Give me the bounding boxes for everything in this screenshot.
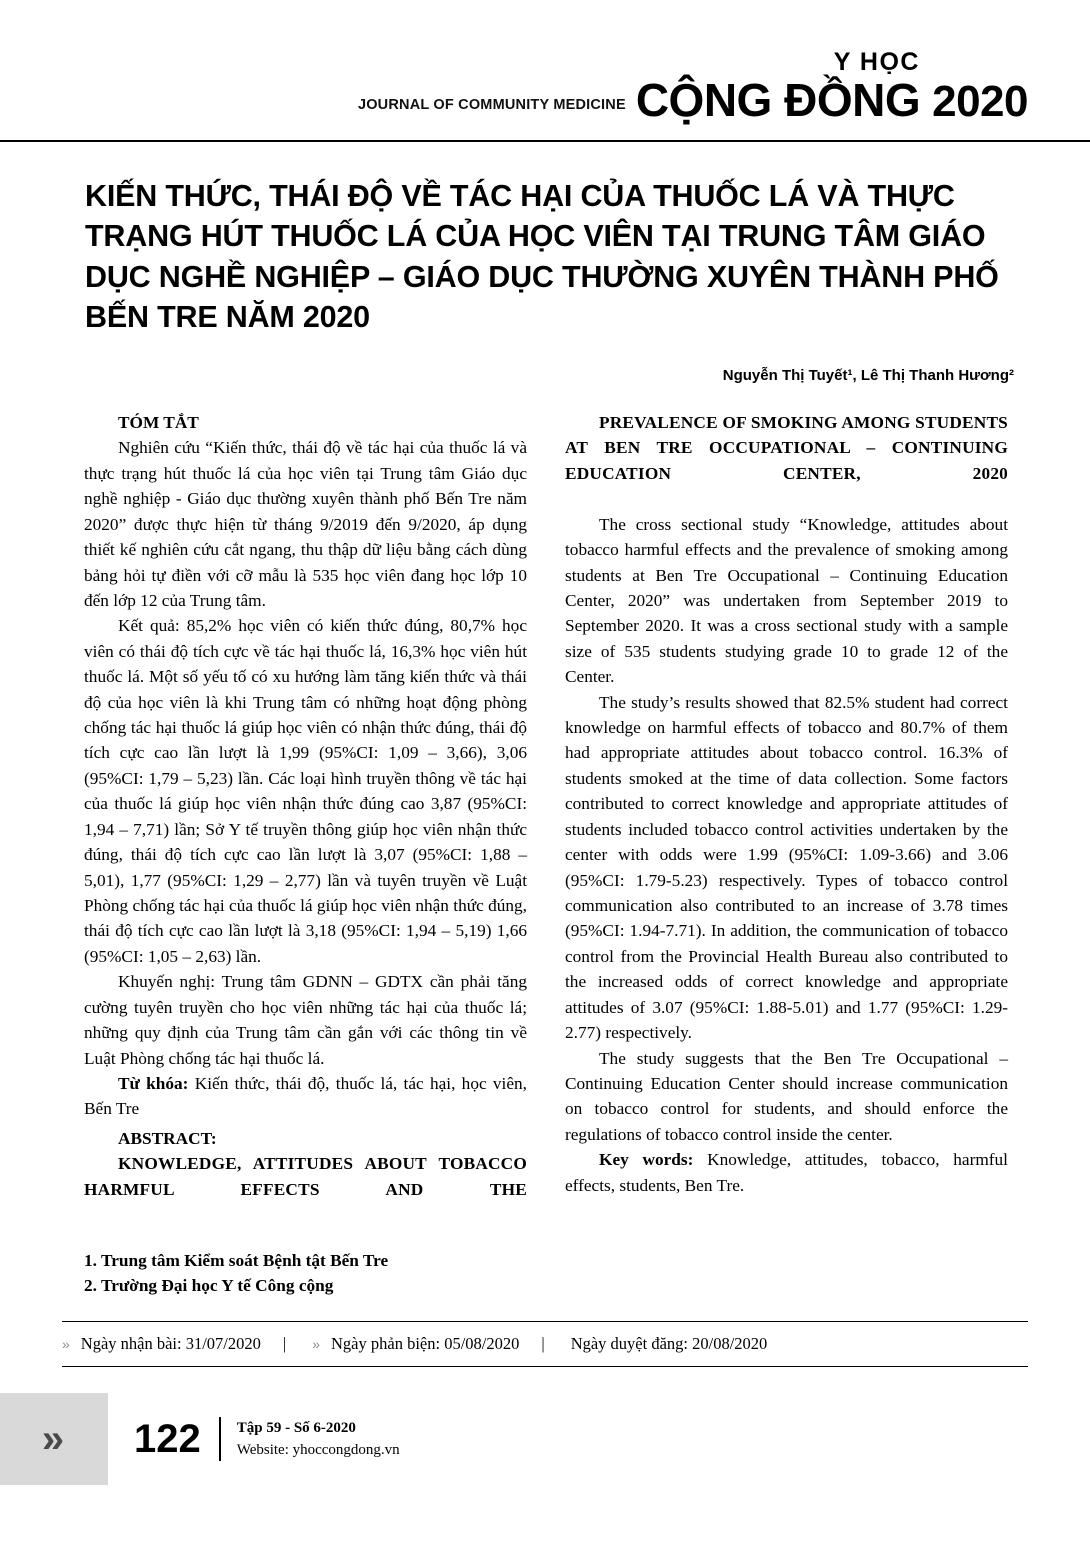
tukhoa-label: Từ khóa: xyxy=(118,1073,189,1093)
date-separator-2: | xyxy=(541,1334,545,1354)
tomtat-paragraph-3: Khuyến nghị: Trung tâm GDNN – GDTX cần phải tăng cường tuyên truyền cho học viên những tác hại của thuốc lá; những quy định của Trung tâm cần gắn với các thông tin về Luật Phòng chống tác hại thuốc lá. xyxy=(84,972,527,1068)
tomtat-paragraph-1: Nghiên cứu “Kiến thức, thái độ về tác hại của thuốc lá và thực trạng hút thuốc lá của học viên tại Trung tâm Giáo dục nghề nghiệp - Giáo dục thường xuyên thành phố Bến Tre năm 2020” được thực hiện từ tháng 9/2019 đến 9/2020, áp dụng thiết kế nghiên cứu cắt ngang, thu thập dữ liệu bằng cách dùng bảng hỏi tự điền với cỡ mẫu là 535 học viên đang học lớp 10 đến lớp 12 của Trung tâm. xyxy=(84,438,527,610)
abstract-paragraph-1: The cross sectional study “Knowledge, attitudes about tobacco harmful effects and the prevalence of smoking among students at Ben Tre Occupational – Continuing Education Center, 2020” was undertaken from September 2019 to September 2020. It was a cross sectional study with a sample size of 535 students studying grade 10 to grade 12 of the Center. xyxy=(565,514,1008,687)
footer-volume: Tập 59 - Số 6-2020 xyxy=(236,1419,356,1436)
masthead-divider xyxy=(0,140,1090,142)
abstract-title-en-continued: PREVALENCE OF SMOKING AMONG STUDENTS AT BEN TRE OCCUPATIONAL – CONTINUING EDUCATION CENTER, 2020 xyxy=(565,413,1008,483)
logo-year-text: 2020 xyxy=(932,77,1028,126)
page-number: 122 xyxy=(134,1416,201,1461)
tukhoa-value: Kiến thức, thái độ, thuốc lá, tác hại, học viên, Bến Tre xyxy=(84,1073,527,1119)
logo-top-text: Y HỌC xyxy=(833,48,920,76)
date-separator-1: | xyxy=(282,1334,287,1354)
affiliations xyxy=(84,1248,1028,1300)
footer-divider xyxy=(219,1417,221,1461)
tomtat-paragraph-2: Kết quả: 85,2% học viên có kiến thức đúng, 80,7% học viên có thái độ tích cực về tác hại thuốc lá, 16,3% học viên hút thuốc lá. Một số yếu tố có xu hướng làm tăng kiến thức và thái độ của học viên là khi Trung tâm có những hoạt động phòng chống tác hại thuốc lá giúp học viên có nhận thức đúng, thái độ tích cực cao lần lượt là 1,99 (95%CI: 1,09 – 3,66), 3,06 (95%CI: 1,79 – 5,23) lần. Các loại hình truyền thông về tác hại của thuốc lá giúp học viên nhận thức đúng cao 3,87 (95%CI: 1,94 – 7,71) lần; Sở Y tế truyền thông giúp học viên nhận thức đúng, thái độ tích cực cao lần lượt là 3,07 (95%CI: 1,88 – 5,01), 1,77 (95%CI: 1,29 – 2,77) lần và tuyên truyền về Luật Phòng chống tác hại của thuốc lá giúp học viên nhận thức đúng, thái độ tích cực cao lần lượt là 3,18 (95%CI: 1,94 – 5,19) 1,66 (95%CI: 1,05 – 2,63) lần. xyxy=(84,616,527,966)
tukhoa-paragraph xyxy=(84,1071,527,1122)
keywords-value: Knowledge, attitudes, tobacco, harmful effects, students, Ben Tre. xyxy=(565,1150,1008,1195)
date-reviewed: Ngày phản biện: 05/08/2020 xyxy=(331,1334,520,1354)
page-title: KIẾN THỨC, THÁI ĐỘ VỀ TÁC HẠI CỦA THUỐC LÁ VÀ THỰC TRẠNG HÚT THUỐC LÁ CỦA HỌC VIÊN TẠI TRUNG TÂM GIÁO DỤC NGHỀ NGHIỆP – GIÁO DỤC THƯỜNG XUYÊN THÀNH PHỐ BẾN TRE NĂM 2020 xyxy=(85,179,999,334)
masthead xyxy=(0,0,1090,140)
chevron-right-icon-2: » xyxy=(312,1336,318,1353)
page-footer xyxy=(0,1393,1090,1485)
journal-logo xyxy=(636,50,1028,124)
dates-bottom-divider xyxy=(62,1366,1028,1367)
abstract-columns xyxy=(84,410,1008,1228)
right-column xyxy=(565,410,1008,1228)
keywords-paragraph xyxy=(565,1147,1008,1198)
footer-chevron-icon: » xyxy=(0,1393,108,1485)
dates-top-divider xyxy=(62,1321,1028,1322)
date-accepted: Ngày duyệt đăng: 20/08/2020 xyxy=(570,1334,768,1354)
dates-row xyxy=(62,1334,1028,1354)
affiliation-2: 2. Trường Đại học Y tế Công cộng xyxy=(84,1276,334,1296)
journal-english-name: JOURNAL OF COMMUNITY MEDICINE xyxy=(357,97,626,113)
abstract-title-en: KNOWLEDGE, ATTITUDES ABOUT TOBACCO HARMFUL EFFECTS AND THE xyxy=(84,1154,527,1199)
authors-line: Nguyễn Thị Tuyết¹, Lê Thị Thanh Hương² xyxy=(722,367,1014,384)
abstract-paragraph-2: The study’s results showed that 82.5% student had correct knowledge on harmful effects of tobacco and 80.7% of them had appropriate attitudes about tobacco control. 16.3% of students smoked at the time of data collection. Some factors contributed to correct knowledge and appropriate attitudes of students included tobacco control activities undertaken by the center with odds were 1.99 (95%CI: 1.09-3.66) and 3.06 (95%CI: 1.79-5.23) respectively. Types of tobacco control communication also contributed to an increase of 3.78 times (95%CI: 1.94-7.71). In addition, the communication of tobacco control from the Provincial Health Bureau also contributed to the increased odds of correct knowledge and appropriate attitudes of 3.07 (95%CI: 1.88-5.01) and 1.77 (95%CI: 1.29-2.77) respectively. xyxy=(565,692,1008,1043)
keywords-label: Key words: xyxy=(599,1150,694,1170)
tomtat-heading: TÓM TẮT xyxy=(118,413,199,432)
affiliation-1: 1. Trung tâm Kiểm soát Bệnh tật Bến Tre xyxy=(84,1250,389,1270)
abstract-paragraph-3: The study suggests that the Ben Tre Occupational – Continuing Education Center should increase communication on tobacco control for students, and should enforce the regulations of tobacco control inside the center. xyxy=(565,1048,1008,1144)
footer-website: Website: yhoccongdong.vn xyxy=(236,1442,400,1459)
logo-main-text: CỘNG ĐỒNG xyxy=(635,74,921,126)
abstract-label: ABSTRACT: xyxy=(118,1128,217,1148)
left-column xyxy=(84,410,527,1228)
date-received: Ngày nhận bài: 31/07/2020 xyxy=(80,1334,261,1354)
chevron-right-icon: » xyxy=(62,1336,67,1353)
